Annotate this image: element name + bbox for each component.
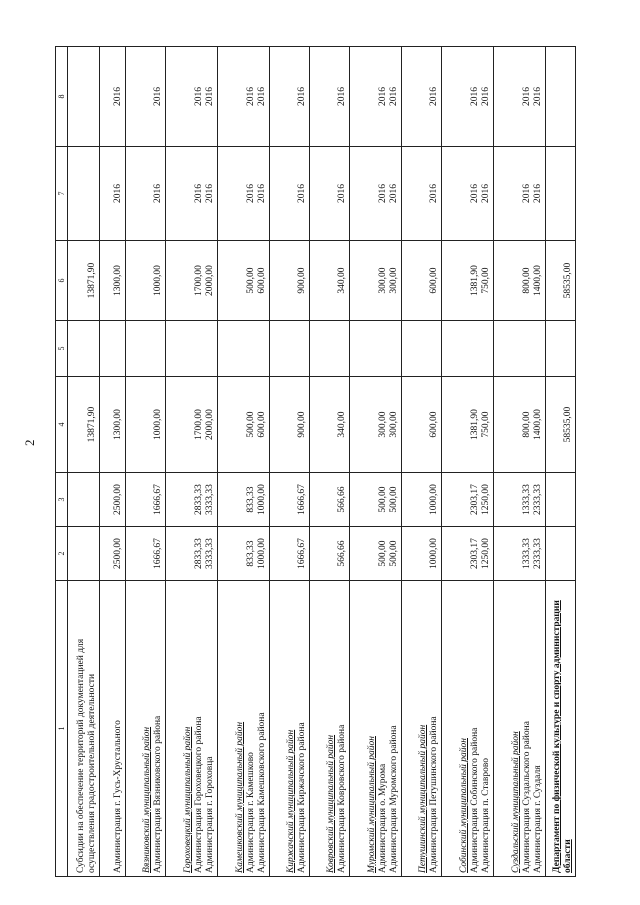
value-line: 2016: [481, 184, 491, 203]
value-cell-c8: [546, 47, 576, 147]
value-line: 2016: [257, 87, 267, 106]
value-cell-c5: [100, 321, 126, 377]
value-line: 3333,33: [205, 484, 215, 515]
value-line: 1000,00: [257, 484, 267, 515]
value-line: 500,00: [378, 540, 388, 567]
label-line: Администрация г. Суздаля: [533, 765, 543, 873]
table-row: [68, 47, 100, 877]
value-cell-c8: [68, 47, 100, 147]
label-line: Петушинский муниципальный район: [418, 724, 428, 873]
value-line: 13871,90: [87, 406, 97, 443]
value-line: 340,00: [337, 267, 347, 294]
value-cell-c4: [494, 377, 546, 473]
value-cell-c8: [166, 47, 218, 147]
value-line: 1666,67: [297, 484, 307, 515]
value-cell-c4: [166, 377, 218, 473]
value-line: 2016: [378, 87, 388, 106]
value-cell-c3: [494, 473, 546, 527]
table-row: [166, 47, 218, 877]
value-line: 2016: [533, 184, 543, 203]
value-cell-c2: [546, 527, 576, 581]
value-cell-c4: [126, 377, 166, 473]
value-line: 566,66: [337, 540, 347, 567]
label-line: Администрация о. Мурома: [378, 763, 388, 873]
value-cell-c8: [350, 47, 402, 147]
value-cell-c7: [310, 147, 350, 241]
value-line: 2016: [246, 184, 256, 203]
value-cell-c3: [68, 473, 100, 527]
value-line: 2016: [522, 87, 532, 106]
value-cell-c5: [402, 321, 442, 377]
value-cell-c5: [350, 321, 402, 377]
value-line: 750,00: [481, 267, 491, 294]
label-line: Администрация Петушинского района: [429, 716, 439, 873]
row-label-cell: [218, 581, 270, 877]
value-line: 58535,00: [563, 262, 573, 299]
value-line: 2333,33: [533, 484, 543, 515]
table-row: [310, 47, 350, 877]
value-line: 1250,00: [481, 484, 491, 515]
label-line: осуществления градостроительной деятельности: [87, 673, 97, 873]
table-body: [68, 47, 576, 877]
value-line: 500,00: [246, 411, 256, 438]
table-row: [494, 47, 546, 877]
value-line: 2333,33: [533, 538, 543, 569]
value-cell-c5: [68, 321, 100, 377]
value-cell-c2: [310, 527, 350, 581]
column-header: 4: [56, 377, 68, 473]
label-line: Администрация г. Гусь-Хрустального: [113, 720, 123, 873]
value-line: 600,00: [257, 411, 267, 438]
table-row: [350, 47, 402, 877]
value-line: 2833,33: [194, 538, 204, 569]
value-line: 58535,00: [563, 406, 573, 443]
label-line: Администрация Киржачского района: [297, 722, 307, 873]
value-line: 2016: [470, 87, 480, 106]
label-line: Администрация Суздальского района: [522, 721, 532, 873]
value-cell-c8: [310, 47, 350, 147]
value-cell-c4: [442, 377, 494, 473]
value-line: 2000,00: [205, 409, 215, 440]
value-line: 300,00: [389, 267, 399, 294]
value-line: 1666,67: [153, 484, 163, 515]
value-cell-c5: [442, 321, 494, 377]
value-line: 2016: [205, 184, 215, 203]
value-cell-c6: [218, 241, 270, 321]
value-line: 1300,00: [113, 409, 123, 440]
value-line: 566,66: [337, 486, 347, 513]
value-cell-c3: [218, 473, 270, 527]
table-row: [100, 47, 126, 877]
value-cell-c5: [166, 321, 218, 377]
value-cell-c7: [100, 147, 126, 241]
value-cell-c5: [218, 321, 270, 377]
value-line: 2016: [153, 184, 163, 203]
value-cell-c2: [442, 527, 494, 581]
table-row: [270, 47, 310, 877]
label-line: Собинский муниципальный район: [459, 738, 469, 873]
column-header: 1: [56, 581, 68, 877]
value-line: 300,00: [378, 267, 388, 294]
table-row: [546, 47, 576, 877]
label-line: Администрация Гороховецкого района: [194, 716, 204, 873]
value-cell-c7: [442, 147, 494, 241]
value-line: 2016: [522, 184, 532, 203]
value-cell-c3: [126, 473, 166, 527]
column-header: 3: [56, 473, 68, 527]
value-cell-c6: [310, 241, 350, 321]
value-cell-c7: [546, 147, 576, 241]
value-line: 2016: [257, 184, 267, 203]
value-cell-c6: [402, 241, 442, 321]
rotated-table-container: [55, 47, 615, 877]
value-line: 1000,00: [153, 265, 163, 296]
value-line: 500,00: [389, 540, 399, 567]
value-cell-c2: [166, 527, 218, 581]
value-line: 2016: [297, 87, 307, 106]
value-line: 2303,17: [470, 538, 480, 569]
row-label-cell: [402, 581, 442, 877]
value-line: 800,00: [522, 267, 532, 294]
row-label-cell: [126, 581, 166, 877]
value-cell-c5: [270, 321, 310, 377]
value-line: 2500,00: [113, 484, 123, 515]
value-line: 1250,00: [481, 538, 491, 569]
value-cell-c2: [270, 527, 310, 581]
label-line: области: [563, 839, 573, 873]
column-header: 7: [56, 147, 68, 241]
value-cell-c2: [126, 527, 166, 581]
value-line: 1700,00: [194, 409, 204, 440]
value-line: 2500,00: [113, 538, 123, 569]
value-cell-c4: [402, 377, 442, 473]
value-line: 2016: [113, 87, 123, 106]
value-cell-c7: [270, 147, 310, 241]
value-cell-c6: [100, 241, 126, 321]
label-line: Администрация Ковровского района: [337, 724, 347, 873]
value-line: 750,00: [481, 411, 491, 438]
label-line: Вязниковский муниципальный район: [142, 726, 152, 873]
value-cell-c2: [68, 527, 100, 581]
value-line: 1400,00: [533, 265, 543, 296]
value-line: 1000,00: [257, 538, 267, 569]
value-line: 2000,00: [205, 265, 215, 296]
value-line: 1000,00: [429, 484, 439, 515]
label-line: Муромский муниципальный район: [367, 736, 377, 873]
value-cell-c8: [126, 47, 166, 147]
value-line: 600,00: [257, 267, 267, 294]
value-cell-c8: [270, 47, 310, 147]
value-line: 2016: [153, 87, 163, 106]
value-cell-c8: [494, 47, 546, 147]
value-line: 3333,33: [205, 538, 215, 569]
label-line: Суздальский муниципальный район: [511, 731, 521, 873]
label-line: Администрация г. Камешково: [246, 752, 256, 873]
value-line: 500,00: [378, 486, 388, 513]
subsidy-table: [55, 46, 576, 877]
value-cell-c7: [68, 147, 100, 241]
label-line: Киржачский муниципальный район: [286, 729, 296, 873]
value-line: 2016: [194, 184, 204, 203]
value-line: 600,00: [429, 267, 439, 294]
value-line: 900,00: [297, 267, 307, 294]
value-line: 500,00: [246, 267, 256, 294]
value-cell-c7: [218, 147, 270, 241]
value-cell-c6: [270, 241, 310, 321]
label-line: Администрация Вязниковского района: [153, 715, 163, 873]
value-cell-c5: [310, 321, 350, 377]
value-cell-c3: [350, 473, 402, 527]
value-line: 2016: [337, 184, 347, 203]
value-cell-c3: [402, 473, 442, 527]
value-cell-c6: [442, 241, 494, 321]
value-line: 833,33: [246, 540, 256, 567]
value-cell-c4: [68, 377, 100, 473]
value-cell-c5: [494, 321, 546, 377]
value-cell-c3: [310, 473, 350, 527]
table-row: [126, 47, 166, 877]
value-cell-c8: [218, 47, 270, 147]
value-cell-c3: [100, 473, 126, 527]
page-number: 2: [22, 439, 37, 446]
value-cell-c2: [494, 527, 546, 581]
value-cell-c3: [442, 473, 494, 527]
value-line: 2016: [297, 184, 307, 203]
value-cell-c2: [218, 527, 270, 581]
value-cell-c7: [350, 147, 402, 241]
value-cell-c7: [126, 147, 166, 241]
value-line: 1000,00: [153, 409, 163, 440]
value-line: 2016: [389, 184, 399, 203]
label-line: Субсидии на обеспечение территорий документацией для: [76, 638, 86, 873]
value-cell-c5: [546, 321, 576, 377]
value-line: 2833,33: [194, 484, 204, 515]
row-label-cell: [310, 581, 350, 877]
value-line: 1700,00: [194, 265, 204, 296]
value-cell-c2: [350, 527, 402, 581]
value-cell-c2: [402, 527, 442, 581]
value-line: 2016: [246, 87, 256, 106]
label-line: Департамент по физической культуре и спорту администрации: [552, 600, 562, 873]
value-line: 1333,33: [522, 484, 532, 515]
label-line: Гороховецкий муниципальный район: [183, 726, 193, 873]
value-line: 1666,67: [297, 538, 307, 569]
value-line: 1381,90: [470, 409, 480, 440]
header-row: [56, 47, 68, 877]
value-cell-c8: [100, 47, 126, 147]
table-row: [218, 47, 270, 877]
value-cell-c2: [100, 527, 126, 581]
value-line: 2016: [113, 184, 123, 203]
label-line: Администрация Муромского района: [389, 725, 399, 873]
value-cell-c4: [218, 377, 270, 473]
row-label-cell: [494, 581, 546, 877]
value-line: 2016: [429, 87, 439, 106]
label-line: Администрация г. Гороховца: [205, 756, 215, 873]
value-line: 1333,33: [522, 538, 532, 569]
label-line: Ковровский муниципальный район: [326, 734, 336, 873]
value-line: 800,00: [522, 411, 532, 438]
value-cell-c6: [166, 241, 218, 321]
value-line: 1000,00: [429, 538, 439, 569]
value-line: 300,00: [389, 411, 399, 438]
value-cell-c6: [126, 241, 166, 321]
value-line: 1666,67: [153, 538, 163, 569]
row-label-cell: [270, 581, 310, 877]
value-line: 13871,90: [87, 262, 97, 299]
value-line: 1400,00: [533, 409, 543, 440]
value-line: 1300,00: [113, 265, 123, 296]
row-label-cell: [442, 581, 494, 877]
value-line: 2303,17: [470, 484, 480, 515]
value-line: 2016: [429, 184, 439, 203]
value-line: 2016: [378, 184, 388, 203]
value-cell-c7: [494, 147, 546, 241]
label-line: Администрация Собинского района: [470, 727, 480, 873]
label-line: Администрация Камешковского района: [257, 712, 267, 873]
value-cell-c5: [126, 321, 166, 377]
value-cell-c8: [442, 47, 494, 147]
column-header: 2: [56, 527, 68, 581]
value-line: 833,33: [246, 486, 256, 513]
value-cell-c4: [100, 377, 126, 473]
value-cell-c3: [166, 473, 218, 527]
value-line: 340,00: [337, 411, 347, 438]
value-line: 300,00: [378, 411, 388, 438]
row-label-cell: [546, 581, 576, 877]
value-cell-c8: [402, 47, 442, 147]
value-cell-c4: [350, 377, 402, 473]
row-label-cell: [68, 581, 100, 877]
column-header: 8: [56, 47, 68, 147]
value-line: 2016: [389, 87, 399, 106]
value-cell-c4: [270, 377, 310, 473]
row-label-cell: [350, 581, 402, 877]
row-label-cell: [166, 581, 218, 877]
value-cell-c3: [270, 473, 310, 527]
value-cell-c3: [546, 473, 576, 527]
value-line: 900,00: [297, 411, 307, 438]
value-cell-c6: [68, 241, 100, 321]
value-cell-c7: [166, 147, 218, 241]
value-line: 2016: [470, 184, 480, 203]
label-line: Камешковский муниципальный район: [235, 721, 245, 873]
value-cell-c4: [310, 377, 350, 473]
value-line: 2016: [481, 87, 491, 106]
value-cell-c7: [402, 147, 442, 241]
value-cell-c6: [494, 241, 546, 321]
value-cell-c6: [546, 241, 576, 321]
value-cell-c6: [350, 241, 402, 321]
value-line: 500,00: [389, 486, 399, 513]
value-line: 1381,90: [470, 265, 480, 296]
value-line: 2016: [533, 87, 543, 106]
value-cell-c4: [546, 377, 576, 473]
label-line: Администрация п. Ставрово: [481, 757, 491, 873]
value-line: 2016: [205, 87, 215, 106]
row-label-cell: [100, 581, 126, 877]
column-header: 6: [56, 241, 68, 321]
value-line: 2016: [194, 87, 204, 106]
table-row: [442, 47, 494, 877]
value-line: 2016: [337, 87, 347, 106]
table-row: [402, 47, 442, 877]
value-line: 600,00: [429, 411, 439, 438]
column-header: 5: [56, 321, 68, 377]
